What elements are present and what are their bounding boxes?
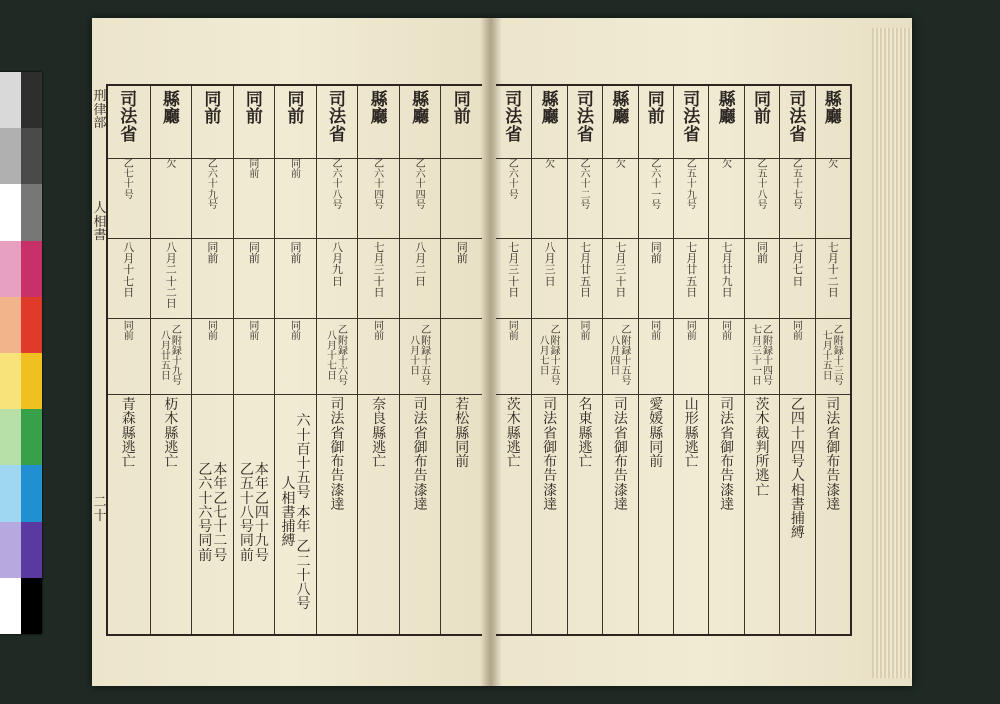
notice-date: 同 前 (650, 241, 662, 266)
appendix-note: 同 前 (508, 321, 519, 343)
sub-line: 人 相 書 捕 縛 (281, 476, 296, 550)
sub-line: 乙 附 録 十 三 号 (833, 325, 844, 388)
notice-date: 同 前 (456, 241, 468, 266)
appendix-note: 同 前 (123, 321, 134, 343)
color-patch (21, 409, 42, 465)
column-heading: 司 法 省 (683, 90, 701, 145)
column-heading: 司 法 省 (120, 90, 138, 145)
notice-date: 八 月 二 十 二 日 (165, 241, 177, 311)
notice-number: 乙 六 十 四 号 (374, 159, 385, 211)
table-column (233, 86, 276, 634)
notice-date: 同 前 (248, 241, 260, 266)
column-heading: 同 前 (453, 90, 471, 128)
column-heading: 司 法 省 (329, 90, 347, 145)
color-checker-strip (0, 72, 42, 634)
column-heading: 縣 廳 (612, 90, 630, 128)
notice-subject (234, 398, 276, 628)
column-heading: 司 法 省 (576, 90, 594, 145)
notice-subject: 乙 四 十 四 号 人 相 書 捕 縛 (790, 397, 805, 542)
notice-subject: 山 形 縣 逃 亡 (684, 397, 699, 471)
notice-number: 乙 六 十 号 (508, 159, 519, 201)
appendix-note (745, 322, 780, 392)
notice-number: 欠 (615, 159, 626, 170)
table-column (779, 86, 815, 634)
sub-line: 七 月 三 十 一 日 (751, 325, 762, 388)
column-heading: 司 法 省 (789, 90, 807, 145)
appendix-note: 同 前 (374, 321, 385, 343)
column-heading: 縣 廳 (718, 90, 736, 128)
notice-number: 同 前 (290, 159, 301, 181)
column-heading: 縣 廳 (541, 90, 559, 128)
notice-date: 七 月 十 二 日 (827, 241, 839, 299)
section-label: 刑 律 部 (93, 89, 107, 132)
notice-date: 七 月 七 日 (792, 241, 804, 288)
notice-date: 八 月 十 七 日 (123, 241, 135, 299)
notice-number (441, 160, 483, 236)
notice-date: 七 月 三 十 日 (615, 241, 627, 299)
notice-number: 欠 (545, 159, 556, 170)
table-column (496, 86, 531, 634)
table-column (708, 86, 744, 634)
table-column (274, 86, 317, 634)
notice-subject (192, 398, 234, 628)
notice-subject: 杤 木 縣 逃 亡 (164, 397, 179, 471)
table-column (316, 86, 359, 634)
notice-date: 八 月 三 日 (544, 241, 556, 288)
color-patch (0, 297, 21, 353)
appendix-note: 同 前 (290, 321, 301, 343)
table-column (191, 86, 234, 634)
notice-subject: 司 法 省 御 布 告 漆 達 (613, 397, 628, 513)
sub-line: 七 月 十 五 日 (822, 330, 833, 383)
notice-number: 乙 六 十 九 号 (207, 159, 218, 211)
sub-line: 六 十 百 十 五 号 本 年 乙 二 十 八 号 (296, 413, 311, 613)
notice-subject: 司 法 省 御 布 告 漆 達 (720, 397, 735, 513)
column-heading: 同 前 (287, 90, 305, 128)
notice-date: 八 月 二 日 (415, 241, 427, 288)
right-table (496, 84, 852, 636)
notice-number: 欠 (722, 159, 733, 170)
notice-subject: 茨 木 裁 判 所 逃 亡 (755, 397, 770, 499)
table-column (815, 86, 851, 634)
notice-number: 乙 七 十 号 (123, 159, 134, 201)
appendix-note: 同 前 (249, 321, 260, 343)
notice-number: 乙 六 十 四 号 (415, 159, 426, 211)
column-heading: 縣 廳 (162, 90, 180, 128)
notice-subject: 茨 木 縣 逃 亡 (506, 397, 521, 471)
notice-subject: 若 松 縣 同 前 (455, 397, 470, 471)
color-patch (0, 241, 21, 297)
color-patch (0, 128, 21, 184)
color-patch (0, 353, 21, 409)
notice-subject: 名 東 縣 逃 亡 (578, 397, 593, 471)
notice-subject: 司 法 省 御 布 告 漆 達 (413, 397, 428, 513)
notice-number: 乙 五 十 八 号 (757, 159, 768, 211)
color-patch (21, 128, 42, 184)
notice-subject: 司 法 省 御 布 告 漆 達 (826, 397, 841, 513)
notice-number: 欠 (828, 159, 839, 170)
sub-line: 八 月 七 日 (539, 335, 550, 378)
column-heading: 司 法 省 (505, 90, 523, 145)
notice-date: 七 月 三 十 日 (373, 241, 385, 299)
appendix-note: 同 前 (580, 321, 591, 343)
color-patch (21, 578, 42, 634)
column-heading: 同 前 (245, 90, 263, 128)
notice-number: 乙 六 十 八 号 (332, 159, 343, 211)
appendix-note (441, 322, 483, 392)
notice-subject: 愛 媛 縣 同 前 (649, 397, 664, 471)
color-patch (21, 297, 42, 353)
column-heading: 同 前 (647, 90, 665, 128)
color-patch (0, 465, 21, 521)
notice-subject: 司 法 省 御 布 告 漆 達 (543, 397, 558, 513)
appendix-note (816, 322, 851, 392)
notice-date: 同 前 (207, 241, 219, 266)
color-patch (21, 353, 42, 409)
notice-date: 同 前 (290, 241, 302, 266)
column-heading: 縣 廳 (824, 90, 842, 128)
table-column (357, 86, 400, 634)
notice-number: 欠 (166, 159, 177, 170)
appendix-note (532, 322, 567, 392)
column-heading: 縣 廳 (370, 90, 388, 128)
appendix-note (317, 322, 359, 392)
appendix-note (603, 322, 638, 392)
table-column (744, 86, 780, 634)
sub-line: 乙 五 十 八 号 同 前 (239, 462, 254, 564)
sub-line: 乙 附 録 十 五 号 (550, 325, 561, 388)
appendix-note (400, 322, 442, 392)
table-column (567, 86, 603, 634)
color-patch (21, 465, 42, 521)
appendix-note: 同 前 (792, 321, 803, 343)
notice-subject (275, 398, 317, 628)
notice-subject: 青 森 縣 逃 亡 (121, 397, 136, 471)
sub-line: 乙 附 録 十 六 号 (338, 325, 349, 388)
color-patch (0, 522, 21, 578)
color-patch (21, 522, 42, 578)
table-column (673, 86, 709, 634)
sub-line: 乙 附 録 十 九 号 (171, 325, 182, 388)
color-patch (0, 578, 21, 634)
color-patch (0, 409, 21, 465)
appendix-note: 同 前 (686, 321, 697, 343)
sub-line: 乙 附 録 十 四 号 (762, 325, 773, 388)
table-column (638, 86, 674, 634)
notice-date: 七 月 廿 五 日 (686, 241, 698, 299)
notice-date: 同 前 (756, 241, 768, 266)
column-heading: 同 前 (204, 90, 222, 128)
table-column (602, 86, 638, 634)
column-heading: 縣 廳 (412, 90, 430, 128)
appendix-note: 同 前 (722, 321, 733, 343)
sub-line: 八 月 十 七 日 (327, 330, 338, 383)
notice-subject: 奈 良 縣 逃 亡 (372, 397, 387, 471)
sub-line: 本 年 乙 四 十 九 号 (254, 462, 269, 564)
table-column (399, 86, 442, 634)
column-heading: 同 前 (753, 90, 771, 128)
sub-line: 乙 六 十 六 号 同 前 (198, 462, 213, 564)
color-patch (21, 72, 42, 128)
appendix-note: 同 前 (207, 321, 218, 343)
table-column (108, 86, 150, 634)
page-number: 二 十 (93, 495, 107, 524)
notice-subject: 司 法 省 御 布 告 漆 達 (330, 397, 345, 513)
notice-date: 八 月 九 日 (332, 241, 344, 288)
notice-date: 七 月 廿 九 日 (721, 241, 733, 299)
notice-date: 七 月 三 十 日 (508, 241, 520, 299)
document-title: 人 相 書 (93, 201, 107, 244)
sub-line: 本 年 乙 七 十 二 号 (213, 462, 228, 564)
notice-number: 乙 五 十 七 号 (792, 159, 803, 211)
color-patch (0, 72, 21, 128)
table-column (150, 86, 193, 634)
color-patch (0, 184, 21, 240)
sub-line: 八 月 四 日 (610, 335, 621, 378)
table-column (531, 86, 567, 634)
open-book (92, 18, 912, 686)
left-table (106, 84, 482, 636)
notice-number: 乙 六 十 一 号 (651, 159, 662, 211)
notice-number: 乙 六 十 二 号 (580, 159, 591, 211)
appendix-note (151, 322, 193, 392)
sub-line: 乙 附 録 十 五 号 (421, 325, 432, 388)
notice-date: 七 月 廿 五 日 (579, 241, 591, 299)
page-edges (872, 28, 912, 678)
sub-line: 八 月 廿 五 日 (160, 330, 171, 383)
appendix-note: 同 前 (651, 321, 662, 343)
color-patch (21, 184, 42, 240)
color-patch (21, 241, 42, 297)
sub-line: 乙 附 録 十 五 号 (621, 325, 632, 388)
page-margin-column (92, 84, 106, 632)
notice-number: 同 前 (249, 159, 260, 181)
table-column (440, 86, 483, 634)
sub-line: 八 月 十 日 (410, 335, 421, 378)
notice-number: 乙 五 十 九 号 (686, 159, 697, 211)
